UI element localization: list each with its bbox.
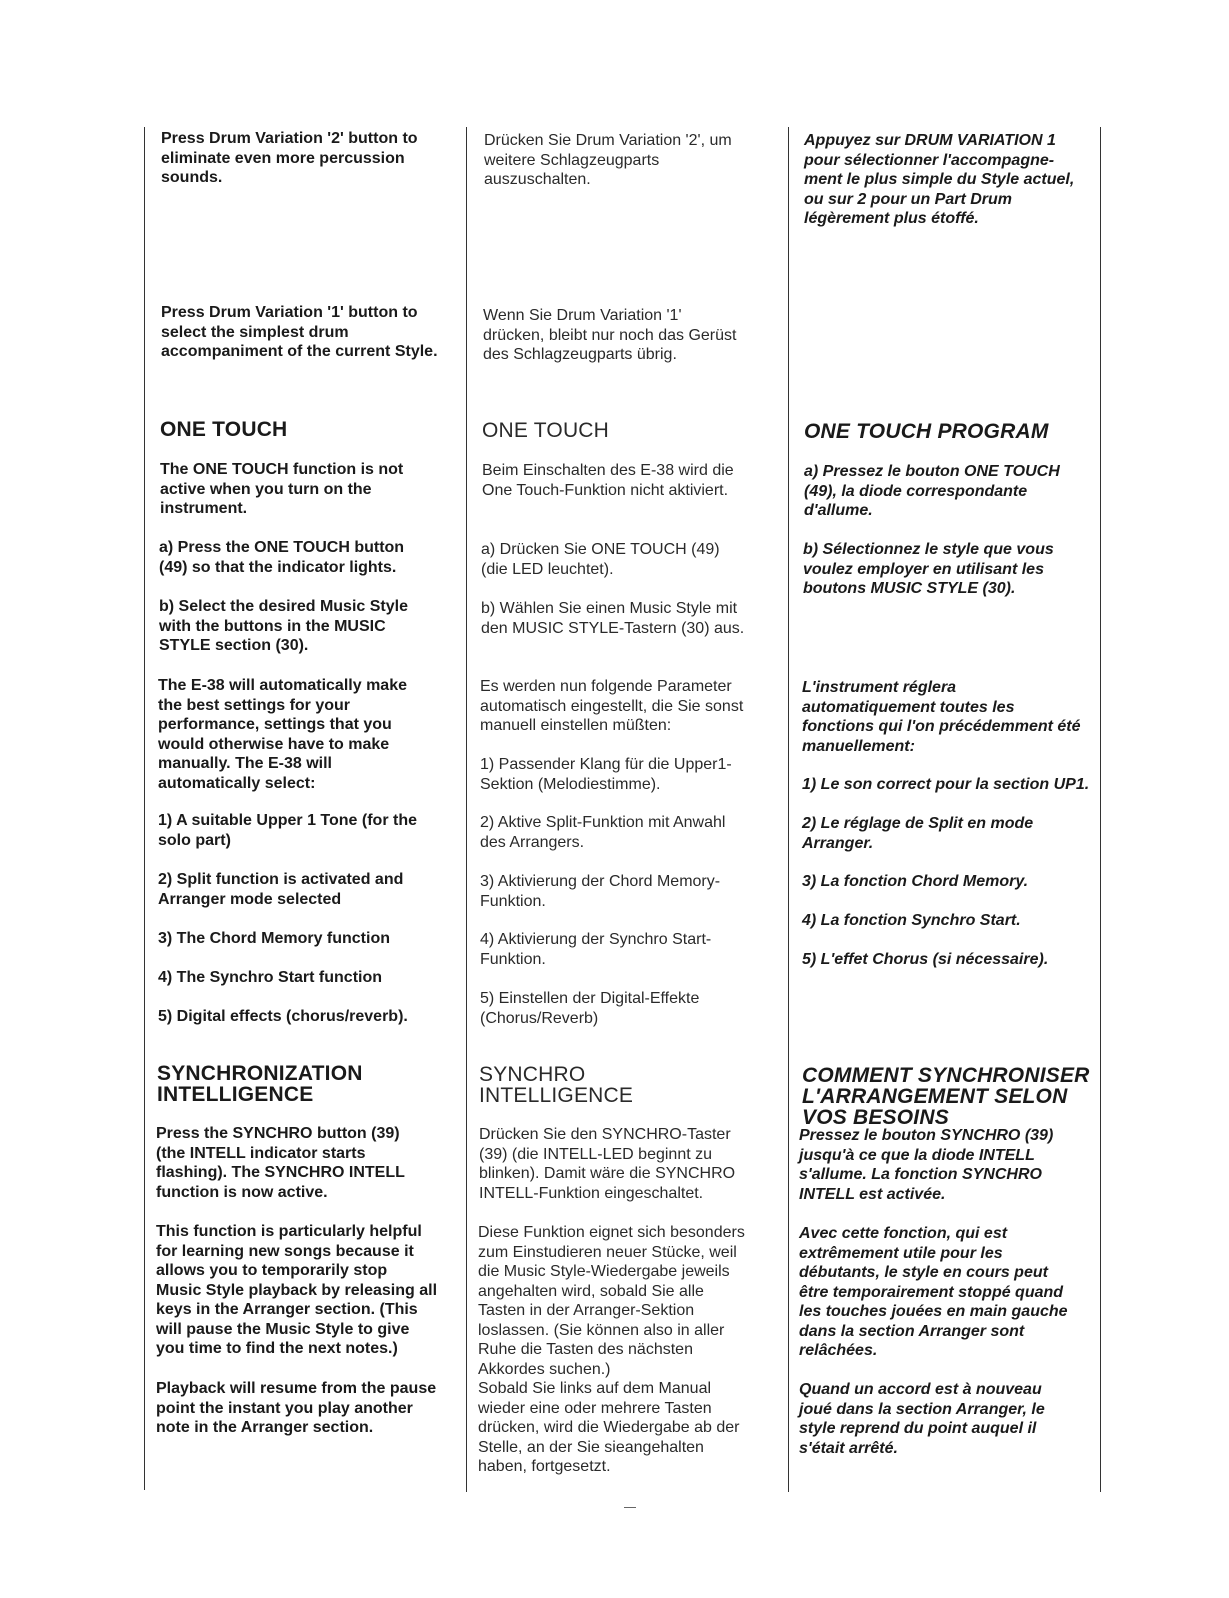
- de-step-b: b) Wählen Sie einen Music Style mit den MUSIC STYLE-Tastern (30) aus.: [481, 600, 745, 637]
- en-synchro-description: This function is particularly helpful for learning new songs because it allows you to temporarily stop Music Style playback by releasing all keys in the Arranger section. (This will pause the Music Style to give you time to find the next notes.): [156, 1223, 438, 1357]
- en-synchro-press: Press the SYNCHRO button (39) (the INTELL indicator starts flashing). The SYNCHRO INTELL function is now active.: [156, 1125, 405, 1201]
- en-item-2: 2) Split function is activated and Arranger mode selected: [158, 871, 404, 908]
- de-item-3: 3) Aktivierung der Chord Memory- Funktion.: [480, 873, 721, 910]
- de-step-a: a) Drücken Sie ONE TOUCH (49) (die LED leuchtet).: [481, 541, 720, 578]
- fr-synchro-heading: COMMENT SYNCHRONISER L'ARRANGEMENT SELON VOS BESOINS: [802, 1064, 1090, 1129]
- page-footer-mark: [624, 1507, 636, 1508]
- de-item-4: 4) Aktivierung der Synchro Start- Funktion.: [480, 931, 712, 968]
- de-synchro-heading: SYNCHRO INTELLIGENCE: [479, 1063, 634, 1107]
- en-one-touch-intro: The ONE TOUCH function is not active when you turn on the instrument.: [160, 461, 404, 517]
- de-item-2: 2) Aktive Split-Funktion mit Anwahl des Arrangers.: [480, 814, 726, 851]
- fr-item-5: 5) L'effet Chorus (si nécessaire).: [802, 951, 1049, 968]
- fr-item-3: 3) La fonction Chord Memory.: [802, 873, 1029, 890]
- en-item-4: 4) The Synchro Start function: [158, 969, 383, 986]
- en-playback-resume: Playback will resume from the pause point the instant you play another note in the Arranger section.: [156, 1380, 437, 1436]
- column-rule-right: [1100, 127, 1101, 1492]
- en-step-a: a) Press the ONE TOUCH button (49) so that the indicator lights.: [159, 539, 405, 576]
- fr-drum-variation: Appuyez sur DRUM VARIATION 1 pour sélectionner l'accompagne- ment le plus simple du Style actuel, ou sur 2 pour un Part Drum légèrement plus étoffé.: [804, 132, 1075, 227]
- en-one-touch-heading: ONE TOUCH: [160, 418, 288, 441]
- en-drum-variation-2: Press Drum Variation '2' button to eliminate even more percussion sounds.: [161, 130, 418, 186]
- fr-auto-settings: L'instrument réglera automatiquement toutes les fonctions qui l'on précédemment été manuellement:: [802, 679, 1081, 755]
- de-synchro-press: Drücken Sie den SYNCHRO-Taster (39) (die INTELL-LED beginnt zu blinken). Damit wäre die SYNCHRO INTELL-Funktion eingeschaltet.: [479, 1126, 736, 1202]
- de-item-1: 1) Passender Klang für die Upper1- Sektion (Melodiestimme).: [480, 756, 732, 793]
- fr-item-1: 1) Le son correct pour la section UP1.: [802, 776, 1090, 793]
- en-item-3: 3) The Chord Memory function: [158, 930, 390, 947]
- en-drum-variation-1: Press Drum Variation '1' button to select the simplest drum accompaniment of the current Style.: [161, 304, 438, 360]
- fr-synchro-press: Pressez le bouton SYNCHRO (39) jusqu'à ce que la diode INTELL s'allume. La fonction SYNCHRO INTELL est activée.: [799, 1127, 1054, 1203]
- column-rule-center-right: [788, 127, 789, 1492]
- de-auto-settings: Es werden nun folgende Parameter automatisch eingestellt, die Sie sonst manuell einstellen müßten:: [480, 678, 744, 734]
- en-step-b: b) Select the desired Music Style with the buttons in the MUSIC STYLE section (30).: [159, 598, 408, 654]
- de-synchro-description: Diese Funktion eignet sich besonders zum Einstudieren neuer Stücke, weil die Music Style-Wiedergabe jeweils angehalten wird, sobald Sie alle Tasten in der Arranger-Sektion loslassen. (Sie können also in aller Ruhe die Tasten des nächsten Akkordes suchen.) Sobald Sie links auf dem Manual wieder eine oder mehrere Tasten drücken, wird die Wiedergabe ab der Stelle, an der Sie sieangehalten haben, fortgesetzt.: [478, 1224, 745, 1475]
- fr-item-2: 2) Le réglage de Split en mode Arranger.: [802, 815, 1034, 852]
- en-auto-settings: The E-38 will automatically make the best settings for your performance, settings that you would otherwise have to make manually. The E-38 will automatically select:: [158, 677, 407, 792]
- de-one-touch-heading: ONE TOUCH: [482, 419, 610, 442]
- de-one-touch-intro: Beim Einschalten des E-38 wird die One Touch-Funktion nicht aktiviert.: [482, 462, 734, 499]
- fr-step-b: b) Sélectionnez le style que vous voulez employer en utilisant les boutons MUSIC STYLE (30).: [803, 541, 1054, 597]
- fr-playback-resume: Quand un accord est à nouveau joué dans la section Arranger, le style reprend du point auquel il s'était arrêté.: [799, 1381, 1045, 1457]
- fr-item-4: 4) La fonction Synchro Start.: [802, 912, 1021, 929]
- en-item-1: 1) A suitable Upper 1 Tone (for the solo part): [158, 812, 417, 849]
- column-rule-center-left: [466, 127, 467, 1492]
- de-drum-variation-2: Drücken Sie Drum Variation '2', um weitere Schlagzeugparts auszuschalten.: [484, 132, 732, 188]
- de-item-5: 5) Einstellen der Digital-Effekte (Chorus/Reverb): [480, 990, 700, 1027]
- fr-synchro-description: Avec cette fonction, qui est extrêmement utile pour les débutants, le style en cours peut être temporairement stoppé quand les touches jouées en main gauche dans la section Arranger sont relâchées.: [799, 1225, 1068, 1359]
- column-rule-left: [144, 127, 145, 1490]
- en-item-5: 5) Digital effects (chorus/reverb).: [158, 1008, 408, 1025]
- fr-step-a: a) Pressez le bouton ONE TOUCH (49), la diode correspondante d'allume.: [804, 463, 1060, 519]
- en-synchro-heading: SYNCHRONIZATION INTELLIGENCE: [157, 1062, 363, 1106]
- de-drum-variation-1: Wenn Sie Drum Variation '1' drücken, bleibt nur noch das Gerüst des Schlagzeugparts übrig.: [483, 307, 737, 363]
- fr-one-touch-heading: ONE TOUCH PROGRAM: [804, 420, 1049, 443]
